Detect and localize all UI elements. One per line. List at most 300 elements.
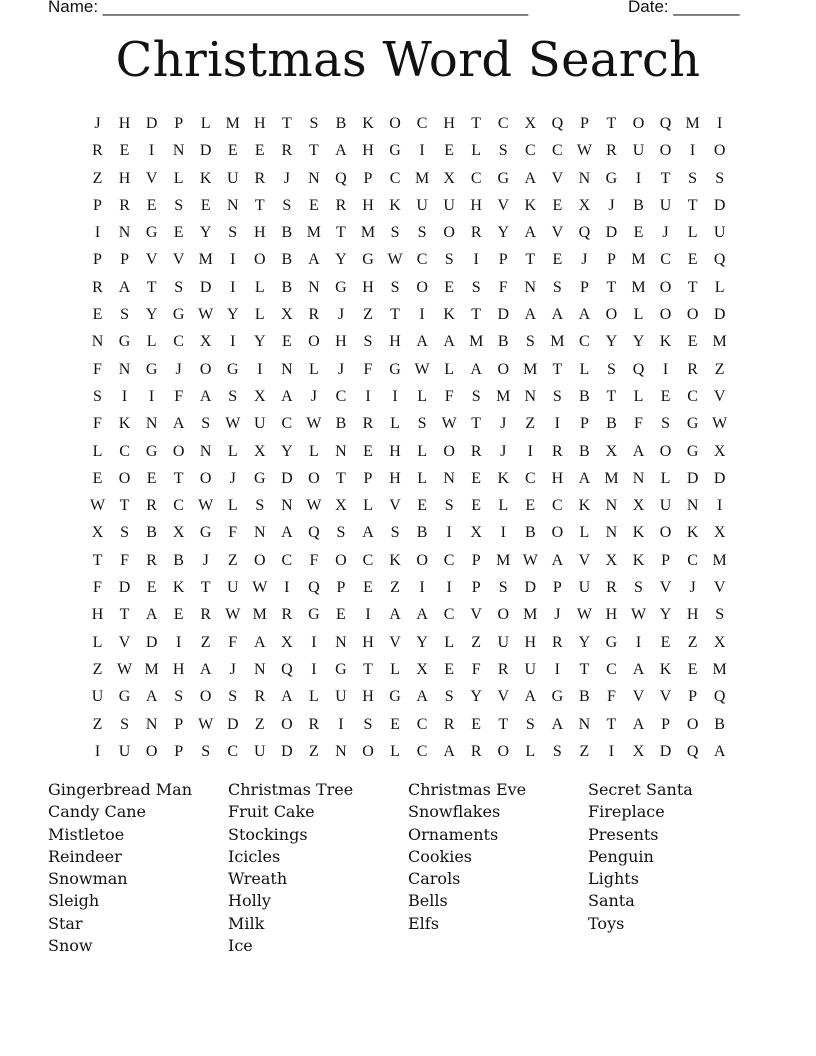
grid-letter[interactable]: L xyxy=(633,387,644,405)
grid-letter[interactable]: O xyxy=(659,524,672,542)
grid-letter[interactable]: U xyxy=(578,579,591,597)
grid-letter[interactable]: M xyxy=(252,606,267,624)
grid-letter[interactable]: C xyxy=(470,169,482,187)
grid-letter[interactable]: E xyxy=(660,633,671,651)
grid-letter[interactable]: P xyxy=(93,251,102,269)
grid-letter[interactable]: X xyxy=(335,497,347,515)
grid-letter[interactable]: B xyxy=(633,196,644,214)
grid-letter[interactable]: M xyxy=(306,224,321,242)
grid-letter[interactable]: O xyxy=(254,551,266,569)
grid-letter[interactable]: F xyxy=(309,551,319,569)
grid-letter[interactable]: J xyxy=(500,415,507,433)
grid-letter[interactable]: B xyxy=(173,551,184,569)
grid-letter[interactable]: J xyxy=(310,387,317,405)
grid-letter[interactable]: D xyxy=(713,306,726,324)
grid-letter[interactable]: G xyxy=(199,524,212,542)
grid-letter[interactable]: H xyxy=(362,278,374,296)
grid-letter[interactable]: L xyxy=(444,633,455,651)
grid-letter[interactable]: A xyxy=(389,606,401,624)
grid-letter[interactable]: O xyxy=(632,115,645,132)
grid-letter[interactable]: L xyxy=(579,524,590,542)
grid-letter[interactable]: D xyxy=(281,742,293,760)
grid-letter[interactable]: O xyxy=(605,306,618,324)
grid-letter[interactable]: G xyxy=(389,688,401,706)
grid-letter[interactable]: N xyxy=(308,169,320,187)
grid-letter[interactable]: L xyxy=(200,115,211,132)
grid-letter[interactable]: S xyxy=(228,224,238,242)
grid-letter[interactable]: E xyxy=(471,469,482,487)
grid-letter[interactable]: G xyxy=(145,360,158,378)
grid-letter[interactable]: L xyxy=(660,469,671,487)
grid-letter[interactable]: A xyxy=(172,415,185,433)
grid-letter[interactable]: R xyxy=(335,196,347,214)
grid-letter[interactable]: B xyxy=(281,224,293,242)
grid-letter[interactable]: I xyxy=(500,524,506,542)
grid-letter[interactable]: R xyxy=(606,142,617,160)
grid-letter[interactable]: L xyxy=(498,497,509,515)
grid-letter[interactable]: J xyxy=(202,551,209,569)
grid-letter[interactable]: E xyxy=(390,715,400,733)
grid-letter[interactable]: E xyxy=(471,715,482,733)
grid-letter[interactable]: B xyxy=(335,115,347,132)
grid-letter[interactable]: M xyxy=(712,660,727,678)
grid-letter[interactable]: J xyxy=(337,306,345,324)
grid-letter[interactable]: E xyxy=(92,306,103,324)
grid-letter[interactable]: U xyxy=(632,142,645,160)
grid-letter[interactable]: O xyxy=(308,469,320,487)
grid-letter[interactable]: G xyxy=(389,360,401,378)
grid-letter[interactable]: I xyxy=(662,360,669,378)
grid-letter[interactable]: C xyxy=(443,606,455,624)
grid-letter[interactable]: I xyxy=(554,660,560,678)
grid-letter[interactable]: T xyxy=(363,660,373,678)
grid-letter[interactable]: R xyxy=(308,306,320,324)
grid-letter[interactable]: P xyxy=(174,742,184,760)
grid-letter[interactable]: Y xyxy=(254,333,266,351)
grid-letter[interactable]: S xyxy=(661,415,670,433)
grid-letter[interactable]: Y xyxy=(226,306,239,324)
grid-letter[interactable]: J xyxy=(94,115,101,132)
grid-letter[interactable]: L xyxy=(92,442,103,460)
grid-letter[interactable]: F xyxy=(174,387,184,405)
grid-letter[interactable]: E xyxy=(173,224,184,242)
grid-letter[interactable]: S xyxy=(228,688,238,706)
grid-letter[interactable]: Y xyxy=(470,688,482,706)
grid-letter[interactable]: X xyxy=(713,524,726,542)
grid-letter[interactable]: I xyxy=(554,415,560,433)
grid-letter[interactable]: L xyxy=(309,360,319,378)
grid-letter[interactable]: A xyxy=(632,715,645,733)
grid-letter[interactable]: M xyxy=(523,606,538,624)
grid-letter[interactable]: T xyxy=(146,278,157,296)
grid-letter[interactable]: S xyxy=(120,306,129,324)
grid-letter[interactable]: O xyxy=(659,142,672,160)
grid-letter[interactable]: P xyxy=(363,469,373,487)
grid-letter[interactable]: I xyxy=(716,115,723,132)
grid-letter[interactable]: G xyxy=(226,360,239,378)
grid-letter[interactable]: C xyxy=(524,142,536,160)
grid-letter[interactable]: B xyxy=(524,524,536,542)
grid-letter[interactable]: W xyxy=(441,415,457,433)
grid-letter[interactable]: A xyxy=(551,551,564,569)
grid-letter[interactable]: T xyxy=(336,469,346,487)
grid-letter[interactable]: F xyxy=(228,524,238,542)
grid-letter[interactable]: N xyxy=(578,715,591,733)
grid-letter[interactable]: H xyxy=(551,469,564,487)
grid-letter[interactable]: C xyxy=(606,660,617,678)
grid-letter[interactable]: A xyxy=(632,442,645,460)
grid-letter[interactable]: K xyxy=(686,524,699,542)
grid-letter[interactable]: A xyxy=(551,306,564,324)
grid-letter[interactable]: A xyxy=(308,251,320,269)
grid-letter[interactable]: N xyxy=(335,442,347,460)
grid-letter[interactable]: E xyxy=(336,606,346,624)
grid-letter[interactable]: L xyxy=(417,469,427,487)
grid-letter[interactable]: L xyxy=(309,442,319,460)
grid-letter[interactable]: V xyxy=(659,688,672,706)
grid-letter[interactable]: S xyxy=(525,715,535,733)
grid-letter[interactable]: M xyxy=(225,115,240,132)
grid-letter[interactable]: A xyxy=(416,333,428,351)
grid-letter[interactable]: L xyxy=(714,278,725,296)
grid-letter[interactable]: J xyxy=(229,660,236,678)
grid-letter[interactable]: A xyxy=(281,524,293,542)
grid-letter[interactable]: E xyxy=(146,469,157,487)
grid-letter[interactable]: T xyxy=(660,169,671,187)
grid-letter[interactable]: R xyxy=(552,442,563,460)
grid-letter[interactable]: T xyxy=(606,278,617,296)
grid-letter[interactable]: G xyxy=(254,469,266,487)
grid-letter[interactable]: C xyxy=(281,415,293,433)
grid-letter[interactable]: T xyxy=(119,497,130,515)
grid-letter[interactable]: E xyxy=(552,251,563,269)
grid-letter[interactable]: Z xyxy=(579,742,590,760)
grid-letter[interactable]: R xyxy=(281,142,293,160)
grid-letter[interactable]: C xyxy=(362,551,374,569)
grid-letter[interactable]: C xyxy=(119,442,130,460)
grid-letter[interactable]: X xyxy=(172,524,185,542)
grid-letter[interactable]: N xyxy=(199,442,212,460)
grid-letter[interactable]: D xyxy=(199,142,212,160)
grid-letter[interactable]: T xyxy=(471,306,482,324)
grid-letter[interactable]: U xyxy=(118,742,131,760)
grid-letter[interactable]: T xyxy=(92,551,103,569)
grid-letter[interactable]: S xyxy=(336,524,346,542)
grid-letter[interactable]: D xyxy=(524,579,537,597)
grid-letter[interactable]: V xyxy=(389,497,401,515)
grid-letter[interactable]: H xyxy=(389,442,401,460)
grid-letter[interactable]: W xyxy=(306,415,322,433)
grid-letter[interactable]: W xyxy=(198,306,214,324)
grid-letter[interactable]: A xyxy=(145,688,158,706)
grid-letter[interactable]: S xyxy=(525,333,535,351)
grid-letter[interactable]: B xyxy=(497,333,509,351)
grid-letter[interactable]: B xyxy=(579,387,590,405)
grid-letter[interactable]: Z xyxy=(714,360,725,378)
grid-letter[interactable]: L xyxy=(417,387,427,405)
grid-letter[interactable]: K xyxy=(199,169,212,187)
grid-letter[interactable]: R xyxy=(254,688,266,706)
grid-letter[interactable]: K xyxy=(632,551,645,569)
grid-letter[interactable]: E xyxy=(173,606,184,624)
grid-letter[interactable]: M xyxy=(198,251,213,269)
grid-letter[interactable]: W xyxy=(225,415,241,433)
grid-letter[interactable]: N xyxy=(605,524,618,542)
grid-letter[interactable]: T xyxy=(200,579,211,597)
grid-letter[interactable]: B xyxy=(335,415,347,433)
grid-letter[interactable]: S xyxy=(634,579,643,597)
grid-letter[interactable]: S xyxy=(552,387,562,405)
grid-letter[interactable]: J xyxy=(689,579,696,597)
grid-letter[interactable]: O xyxy=(335,551,347,569)
grid-letter[interactable]: H xyxy=(686,606,699,624)
grid-letter[interactable]: P xyxy=(471,551,481,569)
grid-letter[interactable]: Z xyxy=(254,715,265,733)
grid-letter[interactable]: C xyxy=(173,333,184,351)
grid-letter[interactable]: N xyxy=(335,633,347,651)
grid-letter[interactable]: T xyxy=(606,715,617,733)
grid-letter[interactable]: G xyxy=(551,688,564,706)
grid-letter[interactable]: A xyxy=(416,688,428,706)
grid-letter[interactable]: C xyxy=(524,469,536,487)
grid-letter[interactable]: X xyxy=(713,442,726,460)
grid-letter[interactable]: M xyxy=(496,551,511,569)
grid-letter[interactable]: M xyxy=(631,278,646,296)
grid-letter[interactable]: B xyxy=(579,442,590,460)
grid-letter[interactable]: F xyxy=(93,579,102,597)
grid-letter[interactable]: J xyxy=(337,360,345,378)
grid-letter[interactable]: R xyxy=(146,551,157,569)
grid-letter[interactable]: V xyxy=(578,551,591,569)
grid-letter[interactable]: X xyxy=(605,442,618,460)
grid-letter[interactable]: C xyxy=(552,142,563,160)
grid-letter[interactable]: P xyxy=(93,196,102,214)
grid-letter[interactable]: T xyxy=(471,115,482,132)
grid-letter[interactable]: K xyxy=(524,196,537,214)
grid-letter[interactable]: V xyxy=(497,196,510,214)
grid-letter[interactable]: S xyxy=(390,224,400,242)
grid-letter[interactable]: H xyxy=(91,606,104,624)
grid-letter[interactable]: H xyxy=(389,469,401,487)
grid-letter[interactable]: M xyxy=(144,660,159,678)
grid-letter[interactable]: I xyxy=(689,142,696,160)
grid-letter[interactable]: K xyxy=(172,579,185,597)
date-field[interactable]: Date: _______ xyxy=(628,0,740,16)
grid-letter[interactable]: W xyxy=(712,415,728,433)
grid-letter[interactable]: E xyxy=(281,333,292,351)
grid-letter[interactable]: A xyxy=(443,333,455,351)
grid-letter[interactable]: V xyxy=(551,169,564,187)
grid-letter[interactable]: X xyxy=(632,497,645,515)
grid-letter[interactable]: Y xyxy=(199,224,212,242)
grid-letter[interactable]: S xyxy=(174,688,184,706)
grid-letter[interactable]: K xyxy=(497,469,510,487)
grid-letter[interactable]: S xyxy=(174,196,184,214)
grid-letter[interactable]: Q xyxy=(578,224,591,242)
grid-letter[interactable]: H xyxy=(172,660,185,678)
grid-letter[interactable]: L xyxy=(227,497,238,515)
grid-letter[interactable]: U xyxy=(524,660,537,678)
grid-letter[interactable]: X xyxy=(416,660,428,678)
grid-letter[interactable]: G xyxy=(605,169,618,187)
grid-letter[interactable]: S xyxy=(471,278,481,296)
grid-letter[interactable]: A xyxy=(524,688,537,706)
grid-letter[interactable]: T xyxy=(254,196,265,214)
grid-letter[interactable]: N xyxy=(524,278,537,296)
grid-letter[interactable]: S xyxy=(715,169,725,187)
grid-letter[interactable]: N xyxy=(308,278,320,296)
grid-letter[interactable]: O xyxy=(145,742,158,760)
grid-letter[interactable]: T xyxy=(309,142,319,160)
grid-letter[interactable]: I xyxy=(230,251,236,269)
grid-letter[interactable]: P xyxy=(552,579,562,597)
grid-letter[interactable]: F xyxy=(93,360,102,378)
grid-letter[interactable]: X xyxy=(524,115,537,132)
grid-letter[interactable]: M xyxy=(712,551,727,569)
grid-letter[interactable]: Z xyxy=(390,579,400,597)
grid-letter[interactable]: M xyxy=(523,360,538,378)
grid-letter[interactable]: O xyxy=(118,469,131,487)
grid-letter[interactable]: N xyxy=(686,497,699,515)
grid-letter[interactable]: C xyxy=(281,551,293,569)
grid-letter[interactable]: K xyxy=(578,497,591,515)
grid-letter[interactable]: J xyxy=(283,169,290,187)
grid-letter[interactable]: C xyxy=(579,333,590,351)
grid-letter[interactable]: R xyxy=(92,142,103,160)
grid-letter[interactable]: J xyxy=(662,224,669,242)
grid-letter[interactable]: R xyxy=(119,196,130,214)
grid-letter[interactable]: Q xyxy=(632,360,645,378)
grid-letter[interactable]: R xyxy=(606,579,617,597)
grid-letter[interactable]: A xyxy=(578,469,591,487)
grid-letter[interactable]: S xyxy=(309,115,319,132)
grid-letter[interactable]: T xyxy=(336,224,346,242)
grid-letter[interactable]: V xyxy=(172,251,185,269)
grid-letter[interactable]: O xyxy=(199,688,212,706)
grid-letter[interactable]: A xyxy=(524,306,537,324)
grid-letter[interactable]: A xyxy=(281,688,293,706)
grid-letter[interactable]: S xyxy=(363,333,373,351)
grid-letter[interactable]: I xyxy=(94,224,101,242)
grid-letter[interactable]: V xyxy=(470,606,482,624)
grid-letter[interactable]: S xyxy=(174,278,184,296)
grid-letter[interactable]: C xyxy=(173,497,184,515)
grid-letter[interactable]: S xyxy=(93,387,102,405)
grid-letter[interactable]: W xyxy=(89,497,106,515)
grid-letter[interactable]: Q xyxy=(308,579,320,597)
grid-letter[interactable]: L xyxy=(309,688,319,706)
grid-letter[interactable]: H xyxy=(362,633,374,651)
grid-letter[interactable]: Z xyxy=(92,715,103,733)
grid-letter[interactable]: Z xyxy=(92,169,103,187)
grid-letter[interactable]: R xyxy=(470,442,482,460)
grid-letter[interactable]: Q xyxy=(308,524,320,542)
grid-letter[interactable]: E xyxy=(363,579,373,597)
grid-letter[interactable]: I xyxy=(446,579,452,597)
grid-letter[interactable]: B xyxy=(416,524,428,542)
grid-letter[interactable]: H xyxy=(443,115,455,132)
grid-letter[interactable]: D xyxy=(713,196,726,214)
grid-letter[interactable]: O xyxy=(443,224,455,242)
grid-letter[interactable]: I xyxy=(446,524,452,542)
grid-letter[interactable]: P xyxy=(579,415,589,433)
grid-letter[interactable]: X xyxy=(578,196,591,214)
grid-letter[interactable]: L xyxy=(390,660,400,678)
grid-letter[interactable]: X xyxy=(281,306,293,324)
grid-letter[interactable]: I xyxy=(148,142,155,160)
grid-letter[interactable]: S xyxy=(120,524,129,542)
grid-letter[interactable]: C xyxy=(416,251,428,269)
grid-letter[interactable]: O xyxy=(308,333,320,351)
grid-letter[interactable]: Q xyxy=(335,169,347,187)
grid-letter[interactable]: V xyxy=(497,688,510,706)
grid-letter[interactable]: S xyxy=(282,196,292,214)
grid-letter[interactable]: X xyxy=(632,742,645,760)
grid-letter[interactable]: H xyxy=(118,115,131,132)
grid-letter[interactable]: X xyxy=(605,551,618,569)
grid-letter[interactable]: C xyxy=(443,551,455,569)
grid-letter[interactable]: S xyxy=(688,169,698,187)
grid-letter[interactable]: U xyxy=(659,196,672,214)
grid-letter[interactable]: L xyxy=(417,442,427,460)
grid-letter[interactable]: A xyxy=(145,606,158,624)
grid-letter[interactable]: O xyxy=(362,742,374,760)
grid-letter[interactable]: U xyxy=(91,688,104,706)
grid-letter[interactable]: H xyxy=(524,633,537,651)
grid-letter[interactable]: R xyxy=(552,633,563,651)
grid-letter[interactable]: T xyxy=(525,251,536,269)
grid-letter[interactable]: X xyxy=(199,333,212,351)
grid-letter[interactable]: Q xyxy=(713,688,726,706)
grid-letter[interactable]: B xyxy=(281,278,293,296)
grid-letter[interactable]: P xyxy=(579,115,589,132)
grid-letter[interactable]: G xyxy=(118,333,131,351)
grid-letter[interactable]: N xyxy=(524,387,537,405)
grid-letter[interactable]: S xyxy=(552,278,562,296)
grid-letter[interactable]: U xyxy=(659,497,672,515)
grid-letter[interactable]: B xyxy=(281,251,293,269)
grid-letter[interactable]: G xyxy=(686,415,699,433)
grid-letter[interactable]: B xyxy=(606,415,617,433)
grid-letter[interactable]: C xyxy=(552,497,563,515)
grid-letter[interactable]: V xyxy=(389,633,401,651)
grid-letter[interactable]: J xyxy=(554,606,561,624)
grid-letter[interactable]: Y xyxy=(145,306,158,324)
grid-letter[interactable]: S xyxy=(120,715,129,733)
grid-letter[interactable]: E xyxy=(471,497,482,515)
grid-letter[interactable]: U xyxy=(713,224,726,242)
grid-letter[interactable]: N xyxy=(91,333,104,351)
grid-letter[interactable]: O xyxy=(659,442,672,460)
grid-letter[interactable]: E xyxy=(633,224,644,242)
grid-letter[interactable]: P xyxy=(688,688,698,706)
grid-letter[interactable]: L xyxy=(390,415,400,433)
grid-letter[interactable]: X xyxy=(91,524,104,542)
grid-letter[interactable]: E xyxy=(417,497,427,515)
grid-letter[interactable]: D xyxy=(605,224,618,242)
grid-letter[interactable]: F xyxy=(444,387,454,405)
grid-letter[interactable]: P xyxy=(120,251,129,269)
grid-letter[interactable]: L xyxy=(363,497,373,515)
grid-letter[interactable]: H xyxy=(389,333,401,351)
grid-letter[interactable]: C xyxy=(687,551,698,569)
grid-letter[interactable]: J xyxy=(500,442,507,460)
grid-letter[interactable]: Y xyxy=(632,333,645,351)
grid-letter[interactable]: R xyxy=(687,360,698,378)
grid-letter[interactable]: X xyxy=(254,387,266,405)
grid-letter[interactable]: I xyxy=(365,606,371,624)
grid-letter[interactable]: U xyxy=(254,415,266,433)
